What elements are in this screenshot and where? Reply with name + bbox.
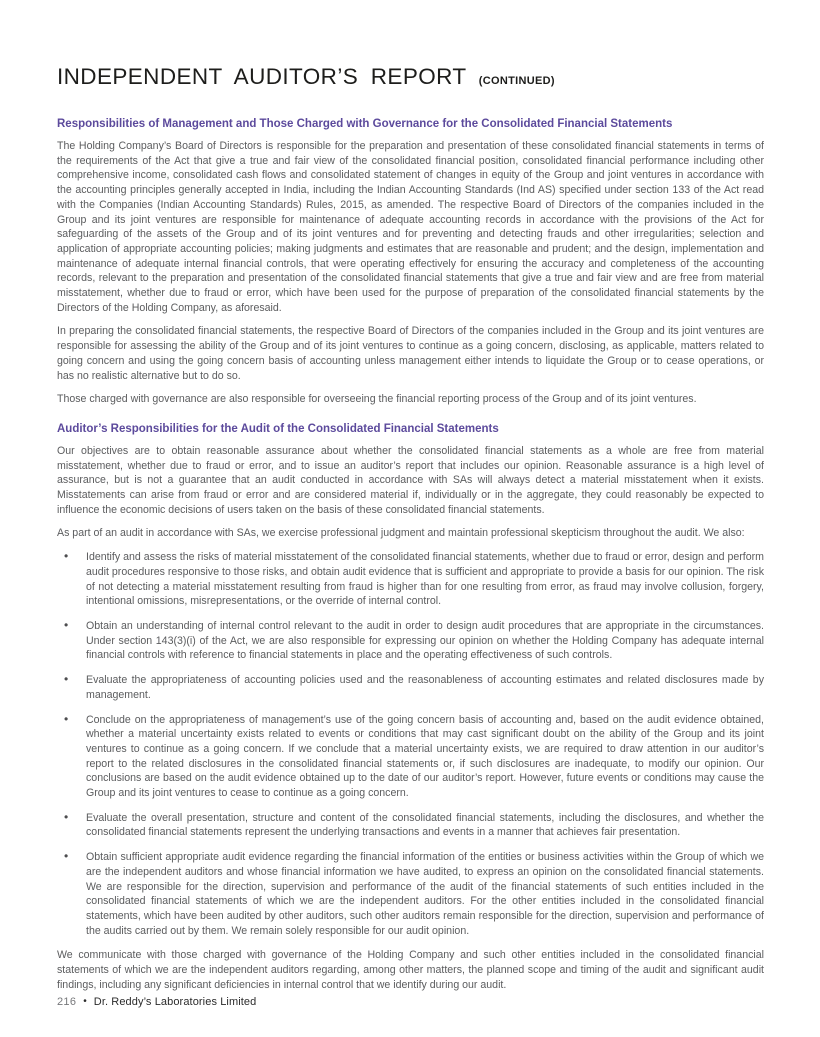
footer-page-number: 216 bbox=[57, 996, 77, 1008]
paragraph-governance-oversight: Those charged with governance are also responsible for overseeing the financial reporting process of the Group and of its joint ventures. bbox=[57, 393, 697, 406]
page-footer bbox=[57, 996, 256, 1008]
page-title-suffix: (CONTINUED) bbox=[478, 75, 555, 87]
audit-procedures-list bbox=[57, 550, 764, 938]
paragraph-audit-objectives: Our objectives are to obtain reasonable assurance about whether the consolidated financial statements as a whole are free from material misstatement, whether due to fraud or error, and to issue an auditor’s report that includes our opinion. Reasonable assurance is a high level of assurance, but is not a guarantee that an audit conducted in accordance with SAs will always detect a material misstatement when it exists. Misstatements can arise from fraud or error and are considered material if, individually or in the aggregate, they could reasonably be expected to influence the economic decisions of users taken on the basis of these consolidated financial statements. bbox=[57, 444, 764, 516]
footer-company-name: Dr. Reddy’s Laboratories Limited bbox=[93, 996, 257, 1008]
paragraph-going-concern-preparation: In preparing the consolidated financial statements, the respective Board of Directors of the companies included in the Group and its joint ventures are responsible for assessing the ability of the Group and of its joint ventures to continue as a going concern, disclosing, as applicable, matters related to going concern and using the going concern basis of accounting unless management either intends to liquidate the Group or to cease operations, or has no realistic alternative but to do so. bbox=[57, 325, 764, 382]
footer-separator-dot: • bbox=[83, 996, 87, 1007]
page-title-main: INDEPENDENT AUDITOR’S REPORT bbox=[57, 64, 467, 89]
list-item-identify-risks: • Identify and assess the risks of material misstatement of the consolidated financial statements, whether due to fraud or error, design and perform audit procedures responsive to those risks, and obtain audit evidence that is sufficient and appropriate to provide a basis for our opinion. The risk of not detecting a material misstatement resulting from fraud is higher than for one resulting from error, as fraud may involve collusion, forgery, intentional omissions, misrepresentations, or the override of internal control. bbox=[57, 550, 764, 609]
list-item-overall-presentation: • Evaluate the overall presentation, structure and content of the consolidated financial statements, including the disclosures, and whether the consolidated financial statements represent the underlying transactions and events in a manner that achieves fair presentation. bbox=[57, 811, 764, 840]
list-item-going-concern-conclusion: • Conclude on the appropriateness of management’s use of the going concern basis of accounting and, based on the audit evidence obtained, whether a material uncertainty exists related to events or conditions that may cast significant doubt on the ability of the Group and its joint ventures to continue as a going concern. If we conclude that a material uncertainty exists, we are required to draw attention in our auditor’s report to the related disclosures in the consolidated financial statements or, if such disclosures are inadequate, to modify our opinion. Our conclusions are based on the audit evidence obtained up to the date of our auditor’s report. However, future events or conditions may cause the Group and its joint ventures to cease to continue as a going concern. bbox=[57, 713, 764, 801]
section-heading-management-responsibilities: Responsibilities of Management and Those Charged with Governance for the Consolidated Financial Statements bbox=[57, 118, 673, 130]
list-item-accounting-policies: • Evaluate the appropriateness of accounting policies used and the reasonableness of accounting estimates and related disclosures made by management. bbox=[57, 673, 764, 702]
section-heading-auditor-responsibilities: Auditor’s Responsibilities for the Audit of the Consolidated Financial Statements bbox=[57, 422, 499, 435]
list-item-internal-control: • Obtain an understanding of internal control relevant to the audit in order to design audit procedures that are appropriate in the circumstances. Under section 143(3)(i) of the Act, we are also responsible for expressing our opinion on whether the Holding Company has adequate internal financial controls with reference to financial statements in place and the operating effectiveness of such controls. bbox=[57, 619, 764, 663]
list-item-group-audit-evidence: • Obtain sufficient appropriate audit evidence regarding the financial information of the entities or business activities within the Group of which we are the independent auditors and whose financial information we have audited, to express an opinion on the consolidated financial statements. We are responsible for the direction, supervision and performance of the audit of the financial statements of such entities included in the consolidated financial statements of which we are the independent auditors. For the other entities included in the consolidated financial statements, which have been audited by other auditors, such other auditors remain responsible for the direction, supervision and performance of the audits carried out by them. We remain solely responsible for our audit opinion. bbox=[57, 850, 764, 938]
paragraph-management-responsibility: The Holding Company’s Board of Directors is responsible for the preparation and presentation of these consolidated financial statements in terms of the requirements of the Act that give a true and fair view of the consolidated financial position, consolidated financial performance including other comprehensive income, consolidated cash flows and consolidated statement of changes in equity of the Group and joint ventures in accordance with the accounting principles generally accepted in India, including the Indian Accounting Standards (Ind AS) specified under section 133 of the Act read with the Companies (Indian Accounting Standards) Rules, 2015, as amended. The respective Board of Directors of the companies included in the Group and its joint ventures are responsible for maintenance of adequate accounting records in accordance with the provisions of the Act for safeguarding of the assets of the Group and of its joint ventures and for preventing and detecting frauds and other irregularities; selection and application of appropriate accounting policies; making judgments and estimates that are reasonable and prudent; and the design, implementation and maintenance of adequate internal financial controls, that were operating effectively for ensuring the accuracy and completeness of the accounting records, relevant to the preparation and presentation of the consolidated financial statements that give a true and fair view and are free from material misstatement, whether due to fraud or error, which have been used for the purpose of preparation of the consolidated financial statements by the Directors of the Holding Company, as aforesaid. bbox=[57, 140, 764, 314]
paragraph-professional-skepticism: As part of an audit in accordance with SAs, we exercise professional judgment and maintain professional skepticism throughout the audit. We also: bbox=[57, 527, 745, 540]
paragraph-communication-governance: We communicate with those charged with governance of the Holding Company and such other entities included in the consolidated financial statements of which we are the independent auditors regarding, among other matters, the planned scope and timing of the audit and significant audit findings, including any significant deficiencies in internal control that we identify during our audit. bbox=[57, 949, 764, 991]
page-title bbox=[57, 64, 764, 90]
